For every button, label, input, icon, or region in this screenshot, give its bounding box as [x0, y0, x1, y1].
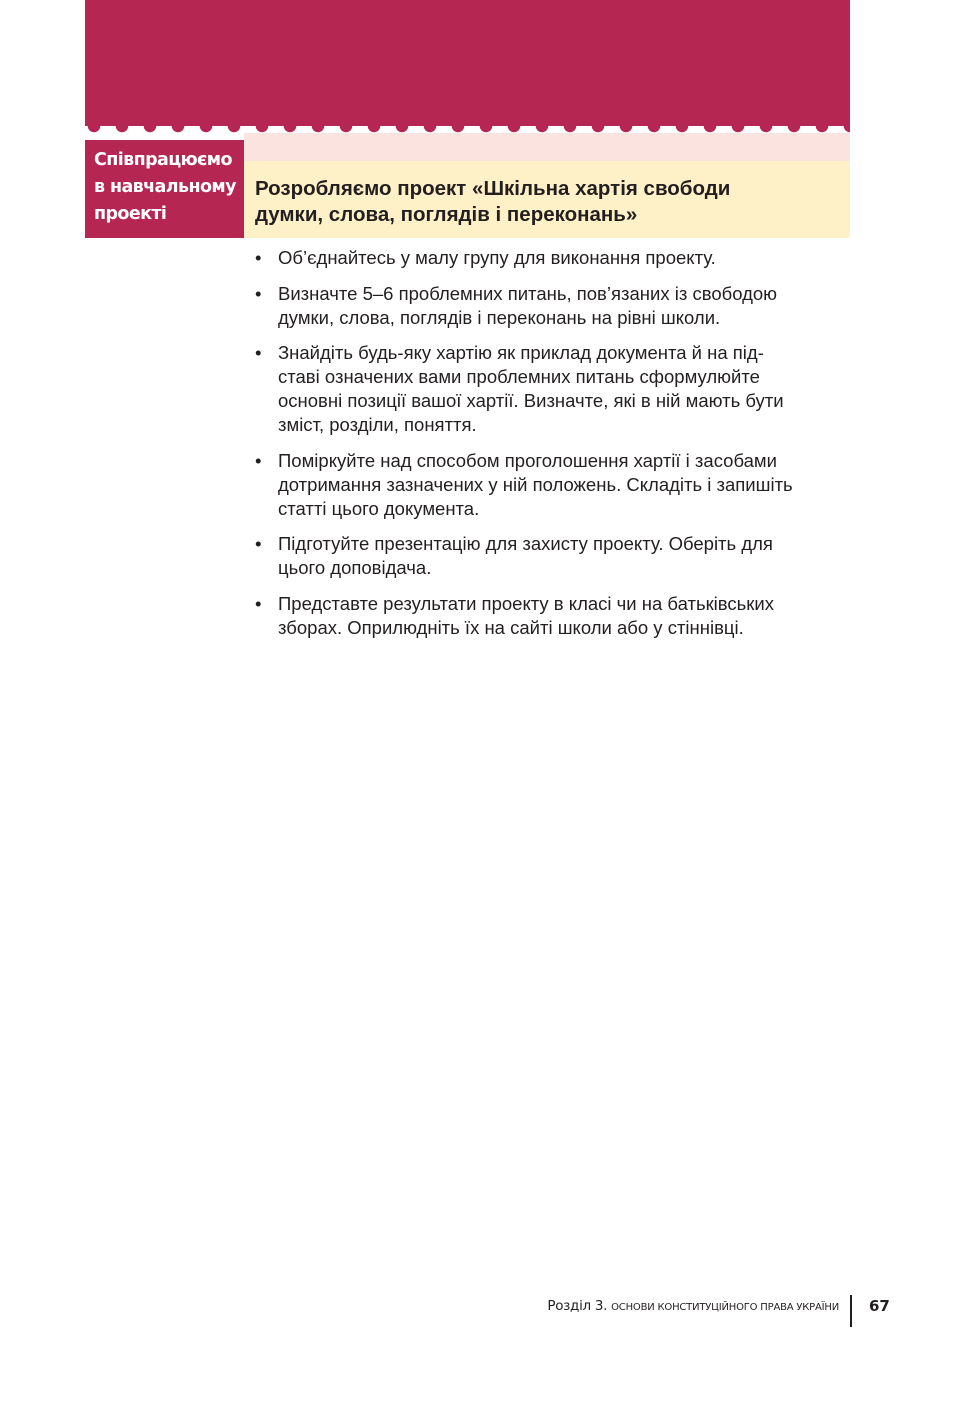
chapter-title: ОСНОВИ КОНСТИТУЦІЙНОГО ПРАВА УКРАЇНИ: [611, 1302, 839, 1313]
list-item-line: зборах. Оприлюдніть їх на сайті школи або у стіннівці.: [278, 616, 744, 638]
list-item-line: думки, слова, поглядів і переконань на рівні школи.: [278, 306, 721, 328]
section-label-line: в навчальному: [94, 177, 236, 197]
chapter-label: Розділ 3.: [547, 1298, 608, 1314]
task-title-line: Розробляємо проект «Шкільна хартія свободи: [255, 177, 731, 200]
list-item-line: дотримання зазначених у ній положень. Складіть і запишіть: [278, 473, 793, 495]
task-title: [255, 176, 845, 228]
header-strip: [244, 133, 850, 161]
footer-divider: [850, 1295, 852, 1327]
list-item: [255, 449, 855, 521]
section-label-line: Співпрацюємо: [94, 150, 232, 170]
scalloped-edge: [85, 119, 850, 133]
section-label: [85, 140, 244, 238]
list-item-line: Об’єднайтесь у малу групу для виконання проекту.: [278, 247, 716, 268]
task-title-line: думки, слова, поглядів і переконань»: [255, 203, 638, 226]
list-item-line: Поміркуйте над способом проголошення хартії і засобами: [278, 449, 777, 471]
bullet-icon: •: [255, 449, 262, 471]
running-footer: [547, 1298, 839, 1314]
list-item-line: цього доповідача.: [278, 557, 432, 578]
list-item-line: Визначте 5–6 проблемних питань, пов’язаних із свободою: [278, 282, 778, 304]
list-item: [255, 341, 855, 437]
list-item: [255, 246, 855, 270]
list-item-line: зміст, розділи, поняття.: [278, 414, 477, 435]
bullet-icon: •: [255, 247, 262, 268]
bullet-icon: •: [255, 592, 262, 614]
list-item-line: ставі означених вами проблемних питань сформулюйте: [278, 366, 760, 387]
list-item: [255, 282, 855, 330]
list-item-line: Підготуйте презентацію для захисту проекту. Оберіть для: [278, 533, 773, 554]
list-item: [255, 592, 855, 640]
page-footer: [0, 1295, 963, 1327]
list-item: [255, 532, 855, 580]
section-label-line: проекті: [94, 204, 167, 224]
bullet-icon: •: [255, 533, 262, 554]
list-item-line: Знайдіть будь-яку хартію як приклад документа й на під-: [278, 342, 764, 363]
task-list: [255, 246, 855, 651]
list-item-line: статті цього документа.: [278, 497, 480, 519]
bullet-icon: •: [255, 282, 262, 304]
list-item-line: основні позиції вашої хартії. Визначте, які в ній мають бути: [278, 390, 784, 411]
bullet-icon: •: [255, 342, 262, 363]
header-banner: [85, 0, 850, 126]
page-number: 67: [869, 1297, 890, 1315]
list-item-line: Представте результати проекту в класі чи на батьківських: [278, 592, 774, 614]
